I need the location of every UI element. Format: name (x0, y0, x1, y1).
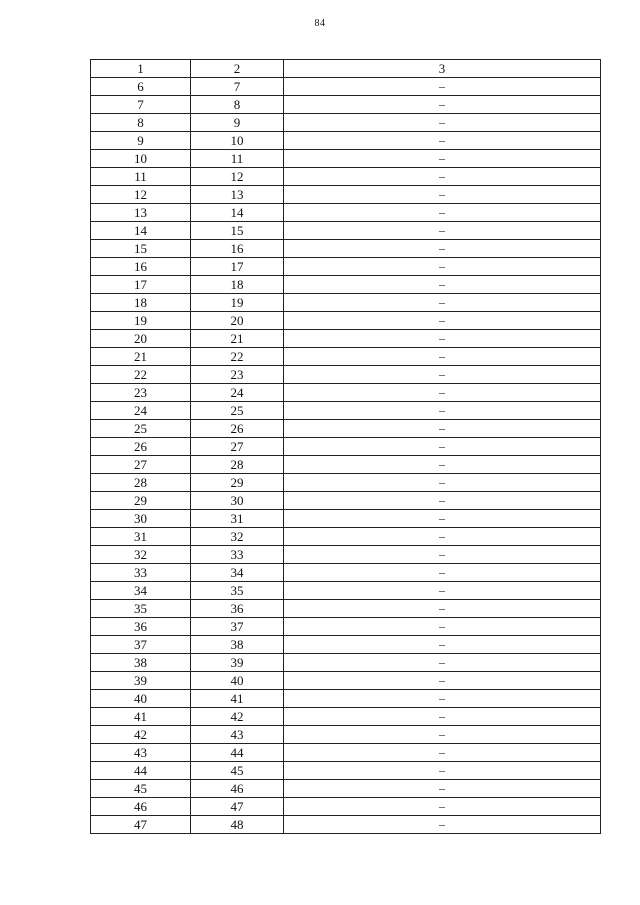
table-cell-col-3: – (284, 618, 601, 636)
table-cell-col-2: 44 (191, 744, 284, 762)
table-cell-col-1: 17 (91, 276, 191, 294)
table-row (91, 420, 601, 438)
table-row (91, 294, 601, 312)
table-row (91, 564, 601, 582)
table-cell-col-3: – (284, 150, 601, 168)
table-cell-col-1: 33 (91, 564, 191, 582)
column-header-1: 1 (91, 60, 191, 78)
table-cell-col-1: 31 (91, 528, 191, 546)
table-row (91, 150, 601, 168)
table-cell-col-2: 35 (191, 582, 284, 600)
table-row (91, 492, 601, 510)
table-cell-col-1: 40 (91, 690, 191, 708)
table-cell-col-3: – (284, 564, 601, 582)
table-cell-col-3: – (284, 240, 601, 258)
table-cell-col-2: 30 (191, 492, 284, 510)
table-cell-col-3: – (284, 132, 601, 150)
table-cell-col-1: 39 (91, 672, 191, 690)
table-cell-col-1: 8 (91, 114, 191, 132)
table-cell-col-1: 25 (91, 420, 191, 438)
table-cell-col-3: – (284, 636, 601, 654)
table-cell-col-2: 33 (191, 546, 284, 564)
table-row (91, 744, 601, 762)
table-cell-col-3: – (284, 222, 601, 240)
table-row (91, 780, 601, 798)
table-cell-col-1: 34 (91, 582, 191, 600)
table-row (91, 600, 601, 618)
table-row (91, 456, 601, 474)
table-cell-col-3: – (284, 204, 601, 222)
table-cell-col-2: 43 (191, 726, 284, 744)
table-cell-col-2: 22 (191, 348, 284, 366)
table-row (91, 510, 601, 528)
table-row (91, 348, 601, 366)
table-cell-col-1: 35 (91, 600, 191, 618)
table-row (91, 114, 601, 132)
table-cell-col-2: 39 (191, 654, 284, 672)
table-cell-col-2: 15 (191, 222, 284, 240)
table-cell-col-1: 32 (91, 546, 191, 564)
table-cell-col-1: 21 (91, 348, 191, 366)
table-cell-col-2: 27 (191, 438, 284, 456)
table-cell-col-1: 30 (91, 510, 191, 528)
table-cell-col-1: 22 (91, 366, 191, 384)
table-cell-col-1: 42 (91, 726, 191, 744)
table-cell-col-3: – (284, 312, 601, 330)
table-cell-col-2: 8 (191, 96, 284, 114)
table-row (91, 672, 601, 690)
table-cell-col-2: 19 (191, 294, 284, 312)
table-cell-col-1: 20 (91, 330, 191, 348)
table-cell-col-2: 24 (191, 384, 284, 402)
table-row (91, 726, 601, 744)
table-cell-col-1: 37 (91, 636, 191, 654)
table-cell-col-3: – (284, 78, 601, 96)
table-cell-col-3: – (284, 294, 601, 312)
table-cell-col-3: – (284, 456, 601, 474)
table-cell-col-1: 47 (91, 816, 191, 834)
table-cell-col-2: 21 (191, 330, 284, 348)
table-cell-col-2: 45 (191, 762, 284, 780)
table-cell-col-2: 12 (191, 168, 284, 186)
table-cell-col-2: 20 (191, 312, 284, 330)
table-cell-col-3: – (284, 438, 601, 456)
table-row (91, 816, 601, 834)
table-cell-col-3: – (284, 384, 601, 402)
table-cell-col-3: – (284, 330, 601, 348)
table-cell-col-1: 43 (91, 744, 191, 762)
table-cell-col-1: 18 (91, 294, 191, 312)
table-cell-col-1: 36 (91, 618, 191, 636)
table-cell-col-3: – (284, 366, 601, 384)
table-cell-col-3: – (284, 168, 601, 186)
table-cell-col-2: 36 (191, 600, 284, 618)
table-cell-col-2: 38 (191, 636, 284, 654)
table-cell-col-3: – (284, 798, 601, 816)
table-row (91, 222, 601, 240)
table-cell-col-1: 16 (91, 258, 191, 276)
table-row (91, 240, 601, 258)
table-cell-col-3: – (284, 528, 601, 546)
table-cell-col-1: 19 (91, 312, 191, 330)
table-cell-col-3: – (284, 654, 601, 672)
table-header-row (91, 60, 601, 78)
table-row (91, 618, 601, 636)
table-cell-col-3: – (284, 258, 601, 276)
table-cell-col-3: – (284, 726, 601, 744)
table-cell-col-1: 28 (91, 474, 191, 492)
page-number: 84 (314, 18, 326, 29)
table-row (91, 312, 601, 330)
table-cell-col-1: 41 (91, 708, 191, 726)
table-row (91, 330, 601, 348)
table-cell-col-3: – (284, 114, 601, 132)
table-cell-col-3: – (284, 816, 601, 834)
table-cell-col-2: 29 (191, 474, 284, 492)
table-cell-col-2: 9 (191, 114, 284, 132)
column-header-3: 3 (284, 60, 601, 78)
table-cell-col-3: – (284, 780, 601, 798)
table-cell-col-1: 6 (91, 78, 191, 96)
table-cell-col-2: 42 (191, 708, 284, 726)
table-cell-col-3: – (284, 348, 601, 366)
table-cell-col-1: 7 (91, 96, 191, 114)
table-cell-col-2: 31 (191, 510, 284, 528)
table-cell-col-2: 37 (191, 618, 284, 636)
table-cell-col-3: – (284, 492, 601, 510)
table-cell-col-2: 40 (191, 672, 284, 690)
table-cell-col-2: 32 (191, 528, 284, 546)
table-cell-col-2: 25 (191, 402, 284, 420)
table-cell-col-2: 13 (191, 186, 284, 204)
table-cell-col-3: – (284, 510, 601, 528)
table-cell-col-3: – (284, 708, 601, 726)
table-cell-col-1: 10 (91, 150, 191, 168)
table-cell-col-2: 10 (191, 132, 284, 150)
table-cell-col-2: 16 (191, 240, 284, 258)
table-cell-col-1: 11 (91, 168, 191, 186)
table-cell-col-1: 44 (91, 762, 191, 780)
table-cell-col-3: – (284, 474, 601, 492)
table-row (91, 384, 601, 402)
table-cell-col-1: 9 (91, 132, 191, 150)
table-row (91, 258, 601, 276)
table-row (91, 708, 601, 726)
table-row (91, 546, 601, 564)
table-cell-col-2: 14 (191, 204, 284, 222)
table-cell-col-1: 23 (91, 384, 191, 402)
table-cell-col-3: – (284, 600, 601, 618)
table-row (91, 582, 601, 600)
table-row (91, 438, 601, 456)
table-cell-col-1: 46 (91, 798, 191, 816)
table-cell-col-2: 26 (191, 420, 284, 438)
table-cell-col-2: 23 (191, 366, 284, 384)
table-cell-col-3: – (284, 762, 601, 780)
table-row (91, 204, 601, 222)
table-cell-col-2: 46 (191, 780, 284, 798)
table-row (91, 402, 601, 420)
table-cell-col-1: 27 (91, 456, 191, 474)
table-cell-col-3: – (284, 546, 601, 564)
table-cell-col-2: 41 (191, 690, 284, 708)
table-row (91, 186, 601, 204)
table-cell-col-1: 12 (91, 186, 191, 204)
table-cell-col-1: 29 (91, 492, 191, 510)
table-row (91, 528, 601, 546)
table-cell-col-3: – (284, 744, 601, 762)
table-cell-col-3: – (284, 672, 601, 690)
table-row (91, 636, 601, 654)
table-cell-col-1: 26 (91, 438, 191, 456)
table-cell-col-3: – (284, 420, 601, 438)
table-cell-col-3: – (284, 276, 601, 294)
table-cell-col-2: 34 (191, 564, 284, 582)
table-row (91, 690, 601, 708)
column-header-2: 2 (191, 60, 284, 78)
table-cell-col-2: 17 (191, 258, 284, 276)
table-cell-col-3: – (284, 690, 601, 708)
table-cell-col-2: 7 (191, 78, 284, 96)
table-body (91, 78, 601, 834)
table-row (91, 762, 601, 780)
table-row (91, 276, 601, 294)
table-cell-col-1: 13 (91, 204, 191, 222)
table-cell-col-2: 18 (191, 276, 284, 294)
table-cell-col-2: 48 (191, 816, 284, 834)
table-cell-col-1: 38 (91, 654, 191, 672)
data-table (90, 59, 601, 834)
table-cell-col-2: 11 (191, 150, 284, 168)
table-cell-col-3: – (284, 186, 601, 204)
table-row (91, 474, 601, 492)
table-row (91, 366, 601, 384)
table-row (91, 132, 601, 150)
table-cell-col-2: 47 (191, 798, 284, 816)
table-row (91, 798, 601, 816)
table-cell-col-1: 24 (91, 402, 191, 420)
table-row (91, 78, 601, 96)
table-cell-col-3: – (284, 582, 601, 600)
table-row (91, 96, 601, 114)
table-cell-col-1: 15 (91, 240, 191, 258)
table-row (91, 168, 601, 186)
table-cell-col-3: – (284, 96, 601, 114)
table-row (91, 654, 601, 672)
table-cell-col-1: 14 (91, 222, 191, 240)
table-cell-col-3: – (284, 402, 601, 420)
table-cell-col-1: 45 (91, 780, 191, 798)
table-cell-col-2: 28 (191, 456, 284, 474)
